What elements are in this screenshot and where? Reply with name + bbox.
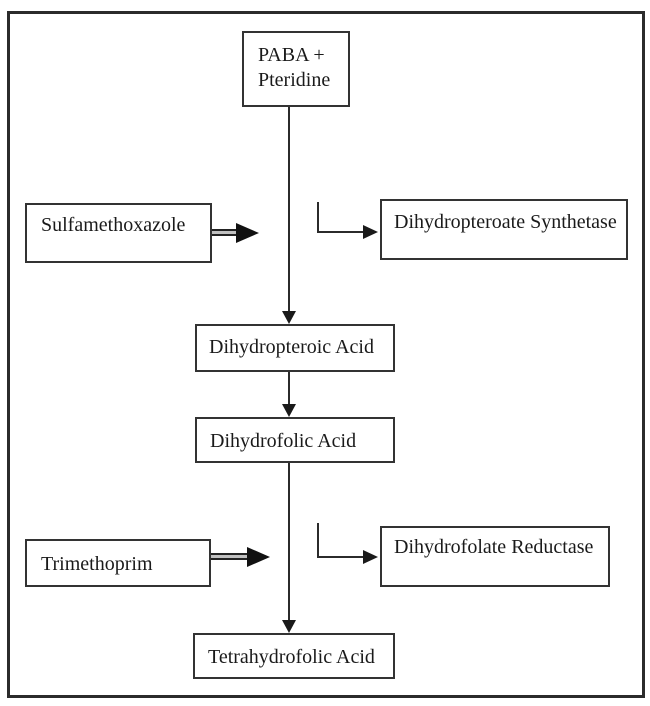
sulfamethoxazole-label: Sulfamethoxazole (41, 214, 186, 236)
synthetase-connector-horizontal (317, 231, 363, 233)
reductase-connector-horizontal (317, 556, 363, 558)
trimethoprim-inhibition-arrowhead-icon (247, 547, 270, 567)
dihydrofolic-acid-label: Dihydrofolic Acid (210, 430, 357, 452)
reductase-connector-vertical (317, 523, 319, 558)
dihydrofolic-acid-box (195, 417, 395, 463)
sulfamethoxazole-box (25, 203, 212, 263)
sulfamethoxazole-inhibition-arrowhead-icon (236, 223, 259, 243)
dihydropteroic-acid-label: Dihydropteroic Acid (209, 336, 374, 358)
dihydrofolate-reductase-box (380, 526, 610, 587)
pathway-line-2 (288, 372, 290, 405)
trimethoprim-label: Trimethoprim (41, 553, 153, 575)
paba-pteridine-box (242, 31, 350, 107)
arrowhead-down-icon (282, 311, 296, 324)
paba-pteridine-label-line1: PABA + (258, 44, 325, 66)
synthetase-connector-vertical (317, 202, 319, 233)
sulfamethoxazole-inhibition-arrow-shaft (212, 229, 236, 236)
pathway-line-3 (288, 463, 290, 620)
tetrahydrofolic-acid-box (193, 633, 395, 679)
arrowhead-right-icon (363, 225, 378, 239)
arrowhead-down-icon (282, 404, 296, 417)
tetrahydrofolic-acid-label: Tetrahydrofolic Acid (208, 646, 375, 668)
paba-pteridine-label-line2: Pteridine (258, 69, 331, 91)
dihydropteroate-synthetase-box (380, 199, 628, 260)
pathway-line-1 (288, 107, 290, 311)
trimethoprim-box (25, 539, 211, 587)
arrowhead-right-icon (363, 550, 378, 564)
arrowhead-down-icon (282, 620, 296, 633)
dihydrofolate-reductase-label: Dihydrofolate Reductase (394, 536, 594, 558)
dihydropteroic-acid-box (195, 324, 395, 372)
dihydropteroate-synthetase-label: Dihydropteroate Synthetase (394, 211, 617, 233)
trimethoprim-inhibition-arrow-shaft (211, 553, 247, 560)
